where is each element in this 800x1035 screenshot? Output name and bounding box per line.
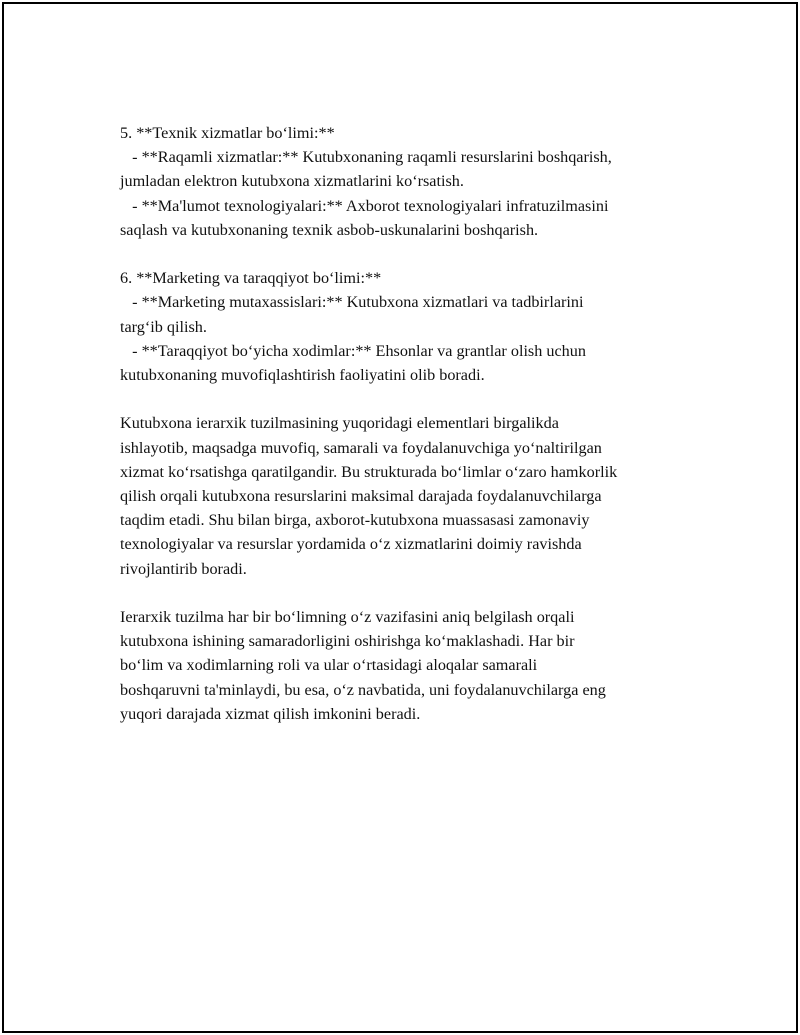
- paragraph-summary: [120, 411, 700, 580]
- paragraph-line: ishlayotib, maqsadga muvofiq, samarali va foydalanuvchiga yo‘naltirilgan: [120, 438, 602, 457]
- list-item-line: saqlash va kutubxonaning texnik asbob-uskunalarini boshqarish.: [120, 220, 539, 239]
- paragraph-line: taqdim etadi. Shu bilan birga, axborot-kutubxona muassasasi zamonaviy: [120, 511, 590, 530]
- list-item-line: - **Raqamli xizmatlar:** Kutubxonaning raqamli resurslarini boshqarish,: [120, 148, 612, 167]
- paragraph-line: bo‘lim va xodimlarning roli va ular o‘rtasidagi aloqalar samarali: [120, 656, 538, 675]
- section-marketing-development: [120, 266, 700, 387]
- list-item-line: kutubxonaning muvofiqlashtirish faoliyatini olib boradi.: [120, 366, 485, 385]
- paragraph-conclusion: [120, 605, 700, 726]
- paragraph-line: Kutubxona ierarxik tuzilmasining yuqoridagi elementlari birgalikda: [120, 414, 559, 433]
- paragraph-line: yuqori darajada xizmat qilish imkonini beradi.: [120, 704, 421, 723]
- list-item-line: jumladan elektron kutubxona xizmatlarini ko‘rsatish.: [120, 172, 464, 191]
- section-heading: 5. **Texnik xizmatlar bo‘limi:**: [120, 124, 335, 142]
- document-page: [2, 2, 798, 1033]
- paragraph-line: kutubxona ishining samaradorligini oshirishga ko‘maklashadi. Har bir: [120, 632, 575, 651]
- list-item-line: - **Marketing mutaxassislari:** Kutubxona xizmatlari va tadbirlarini: [120, 293, 584, 312]
- list-item-line: - **Ma'lumot texnologiyalari:** Axborot texnologiyalari infratuzilmasini: [120, 196, 609, 215]
- section-technical-services: [120, 121, 700, 242]
- paragraph-line: qilish orqali kutubxona resurslarini maksimal darajada foydalanuvchilarga: [120, 487, 602, 506]
- paragraph-line: Ierarxik tuzilma har bir bo‘limning o‘z vazifasini aniq belgilash orqali: [120, 608, 575, 627]
- paragraph-line: texnologiyalar va resurslar yordamida o‘z xizmatlarini doimiy ravishda: [120, 535, 582, 554]
- paragraph-line: xizmat ko‘rsatishga qaratilgandir. Bu strukturada bo‘limlar o‘zaro hamkorlik: [120, 462, 618, 481]
- paragraph-line: rivojlantirib boradi.: [120, 559, 247, 578]
- document-body: [120, 121, 700, 750]
- section-heading: 6. **Marketing va taraqqiyot bo‘limi:**: [120, 269, 382, 288]
- paragraph-line: boshqaruvni ta'minlaydi, bu esa, o‘z navbatida, uni foydalanuvchilarga eng: [120, 680, 606, 699]
- list-item-line: - **Taraqqiyot bo‘yicha xodimlar:** Ehsonlar va grantlar olish uchun: [120, 341, 586, 360]
- list-item-line: targ‘ib qilish.: [120, 317, 207, 336]
